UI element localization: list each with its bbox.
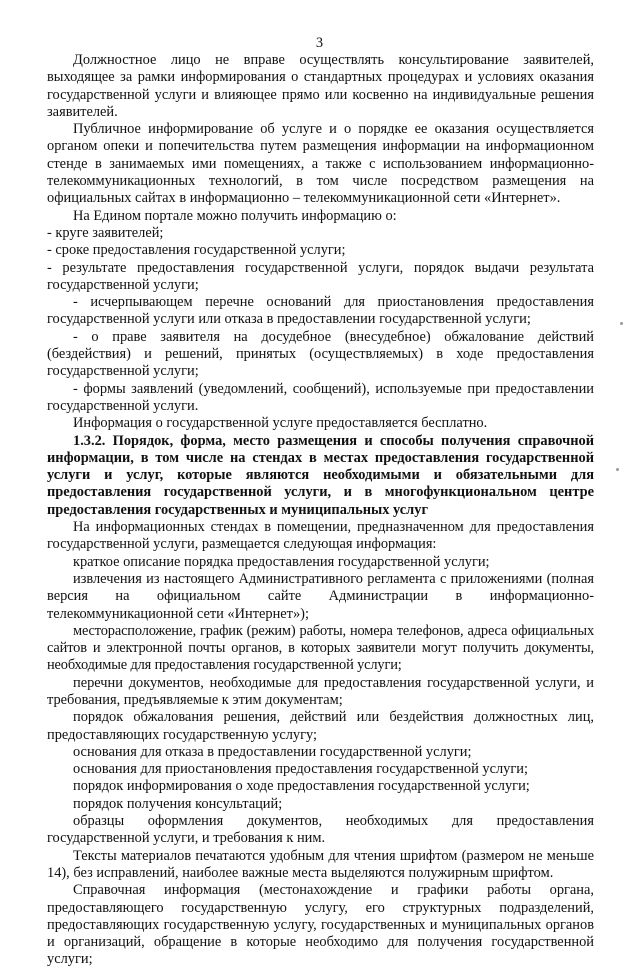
document-body [47, 52, 594, 969]
stand-item-consultations: порядок получения консультаций; [73, 795, 283, 812]
paragraph-stands-intro: На информационных стендах в помещении, предназначенном для предоставления государственной услуги, размещается следующая информация: [47, 519, 594, 553]
stand-item-location-schedule: месторасположение, график (режим) работы, номера телефонов, адреса официальных сайтов и электронной почты органов, в которых заявители могут получить документы, необходимые для предоставления государственной услуги; [47, 622, 594, 674]
list-item-service-result: - результате предоставления государственной услуги, порядок выдачи результата государственной услуги; [47, 259, 594, 293]
paragraph-reference-info: Справочная информация (местонахождение и графики работы органа, предоставляющего государственную услугу, его структурных подразделений, предоставляющих государственную услугу, государственных и муниципальных органов и организаций, обращение в которые необходимо для получения государственной услуги; [47, 882, 594, 968]
stand-item-progress-info: порядок информирования о ходе предоставления государственной услуги; [73, 778, 530, 795]
list-item-applicants: - круге заявителей; [47, 224, 164, 241]
stand-item-refusal-grounds: основания для отказа в предоставлении государственной услуги; [73, 743, 472, 760]
paragraph-free-of-charge: Информация о государственной услуге предоставляется бесплатно. [73, 415, 488, 432]
list-item-suspension-grounds: - исчерпывающем перечне оснований для приостановления предоставления государственной услуги или отказа в предоставлении государственной услуги; [47, 294, 594, 328]
stand-item-document-lists: перечни документов, необходимые для предоставления государственной услуги, и требования, предъявляемые к этим документам; [47, 674, 594, 708]
paragraph-text-materials: Тексты материалов печатаются удобным для чтения шрифтом (размером не меньше 14), без исправлений, наиболее важные места выделяются полужирным шрифтом. [47, 847, 594, 881]
stand-item-suspension-grounds: основания для приостановления предоставления государственной услуги; [73, 761, 528, 778]
list-item-application-forms: - формы заявлений (уведомлений, сообщений), используемые при предоставлении государственной услуги. [47, 380, 594, 414]
stand-item-document-samples: образцы оформления документов, необходимых для предоставления государственной услуги, и требования к ним. [47, 813, 594, 847]
section-heading-1-3-2: 1.3.2. Порядок, форма, место размещения и способы получения справочной информации, в том числе на стендах в местах предоставления государственной услуги и услуг, которые являются необходимыми и обязательными для предоставления государственной услуги, и в многофункциональном центре предоставления государственных и муниципальных услуг [47, 432, 594, 518]
page-number: 3 [315, 35, 324, 51]
stand-item-procedure-description: краткое описание порядка предоставления государственной услуги; [73, 553, 490, 570]
paragraph-public-information: Публичное информирование об услуге и о порядке ее оказания осуществляется органом опеки и попечительства путем размещения информации на информационном стенде в занимаемых ими помещениях, а также с использованием информационно-телекоммуникационных технологий, в том числе посредством размещения на официальных сайтах в информационно – телекоммуникационной сети «Интернет». [47, 121, 594, 207]
stand-item-regulation-extracts: извлечения из настоящего Административного регламента с приложениями (полная версия на официальном сайте Администрации в информационно-телекоммуникационной сети «Интернет»); [47, 570, 594, 622]
list-item-service-term: - сроке предоставления государственной услуги; [47, 242, 346, 259]
list-item-appeal-right: - о праве заявителя на досудебное (внесудебное) обжалование действий (бездействия) и решений, принятых (осуществляемых) в ходе предоставления государственной услуги; [47, 328, 594, 380]
scan-speck [620, 322, 623, 325]
scan-speck [616, 468, 619, 471]
paragraph-portal-intro: На Едином портале можно получить информацию о: [73, 207, 397, 224]
paragraph-consultation-limits: Должностное лицо не вправе осуществлять консультирование заявителей, выходящее за рамки информирования о стандартных процедурах и условиях оказания государственной услуги и влияющее прямо или косвенно на индивидуальные решения заявителей. [47, 52, 594, 120]
stand-item-appeal-procedure: порядок обжалования решения, действий или бездействия должностных лиц, предоставляющих государственную услугу; [47, 709, 594, 743]
